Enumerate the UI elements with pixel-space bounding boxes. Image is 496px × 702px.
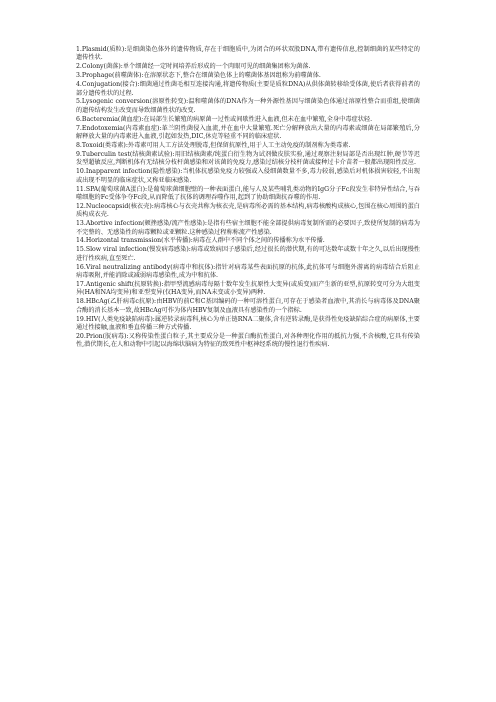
- glossary-entry-inapparent-infection: 10.Inapparent infection(隐性感染):当机体抗感染免疫力较强或入侵细菌数量不多,毒力较弱,感染后对机体损害较轻,不出现或出现不明显的临床症状,又称亚临床感染.: [76, 168, 420, 184]
- glossary-entry-slow-viral-infection: 15.Slow viral infection(慢发病毒感染):病毒或致病因子感染后,经过很长的潜伏期,有的可达数年或数十年之久,以后出现慢性进行性疾病,直至死亡.: [76, 246, 420, 262]
- glossary-entry-hiv: 19.HIV(人类免疫缺陷病毒):属逆转录病毒科,核心为单正链RNA二聚体,含有逆转录酶,是获得性免疫缺陷综合症的病原体,主要通过性接触,血液和垂直传播三种方式传播.: [76, 315, 420, 331]
- glossary-entry-plasmid: 1.Plasmid(质粒):是细菌染色体外的遗传物质,存在于细胞质中,为闭合的环状双股DNA,带有遗传信息,控制细菌的某些特定的遗传性状.: [76, 46, 420, 62]
- glossary-entry-antigenic-shift: 17.Antigenic shift(抗原转换):指甲型流感病毒每隔十数年发生抗原性大变异(或质变)而产生新的亚型,抗原转变可分为大组变异(HA和NA均变异)和亚型变异(仅HA变异,而NA未变或小变异)两种.: [76, 280, 420, 297]
- glossary-entry-prion: 20.Prion(朊病毒):又称传染性蛋白粒子,其主要成分是一种蛋白酶抗性蛋白,对各种理化作用的抵抗力强,不含核酸,它具有传染性,潜伏期长,在人和动物中引起以海绵状脑病为特征的致死性中枢神经系统的慢性退行性疾病.: [76, 332, 420, 349]
- glossary-entry-conjugation: 4.Conjugation(接合):细菌通过性菌毛相互连接沟通,将遗传物质(主要是质粒DNA)从供体菌转移给受体菌,使后者获得前者的部分遗传性状的过程.: [76, 81, 420, 97]
- glossary-entry-tuberculin-test: 9.Tuberculin test(结核菌素试验):用旧结核菌素/纯蛋白衍生物为试剂做皮肤实验,通过观察注射局部是否出现红肿,硬节等迟发型超敏反应,判断机体有无结核分枝杆菌感染和对该菌的免疫力,感染过结核分枝杆菌或接种过卡介苗者一般都出现阳性反应.: [76, 150, 420, 167]
- glossary-entry-colony: 2.Colony(菌落):单个细菌经一定时间培养后形成的一个肉眼可见的细菌集团称为菌落.: [76, 63, 311, 71]
- glossary-entry-nucleocapsid: 12.Nucleocapsid(核衣壳):病毒核心与衣壳共称为核衣壳,是病毒所必需的基本结构,病毒核酸构成核心,包围在核心周围的蛋白质构成衣壳.: [76, 202, 420, 219]
- glossary-list: [76, 46, 420, 350]
- glossary-entry-toxoid: 8.Toxoid(类毒素):外毒素可用人工方法处理脱毒,但保留抗原性,用于人工主动免疫的制剂称为类毒素.: [76, 141, 351, 149]
- glossary-entry-spa: 11.SPA(葡萄球菌A蛋白):是葡萄球菌细胞壁的一种表面蛋白,能与人及某些哺乳类动物的IgG分子Fc段发生非特异性结合,与吞噬细胞的Fc受体争夺Fc段,从而降低了抗体的调理吞噬作用,起到了协助细菌抗吞噬的作用.: [76, 185, 420, 201]
- glossary-entry-bacteremia: 6.Bacteremia(菌血症):在局部生长繁殖的病原菌一过性或间歇性进入血液,但未在血中繁殖,全身中毒症状轻.: [76, 115, 373, 123]
- glossary-entry-lysogenic-conversion: 5.Lysogenic conversion(溶原性转变):温和噬菌体的DNA作为一种外源性基因与细菌染色体通过溶原性整合而重组,使细菌的遗传结构发生改变而导致细菌性状的改变.: [76, 98, 420, 114]
- glossary-entry-hbcag: 18.HBcAg(乙肝病毒c抗原):由HBV的前C和C基因编码的一种可溶性蛋白,可存在于感染者血液中,其消长与病毒体及DNA聚合酶的消长基本一致,故HBcAg可作为体内HBV复制及血液具有感染性的一个指标.: [76, 298, 420, 314]
- glossary-entry-prophage: 3.Prophage(前噬菌体):在溶原状态下,整合在细菌染色体上的噬菌体基因组称为前噬菌体.: [76, 72, 321, 80]
- glossary-entry-endotoxemia: 7.Endotoxemia(内毒素血症):革兰阴性菌侵入血流,并在血中大量繁殖.死亡分解释放出大量的内毒素或细菌在局部繁殖后,分解释放大量的内毒素进入血液,引起如发热,DIC,休克等轻重不同的临床症状.: [76, 124, 420, 141]
- glossary-entry-abortive-infection: 13.Abortive infection(顿挫感染/流产性感染):是指有些宿主细胞不能全部提供病毒复制所需的必要因子,致使所复制的病毒为不完整的、无感染性的病毒颗粒或亚颗粒.这种感染过程称称流产性感染.: [76, 220, 420, 236]
- glossary-entry-neutralizing-antibody: 16.Viral neutralizing antibody(病毒中和抗体):指针对病毒某些表面抗原的抗体,此抗体可与细胞外游离的病毒结合后阻止病毒吸附,并能消除或减弱病毒感染性,成为中和抗体.: [76, 263, 420, 280]
- glossary-entry-horizontal-transmission: 14.Horizontal transmission(水平传播):病毒在人群中不同个体之间的传播称为水平传播.: [76, 237, 325, 245]
